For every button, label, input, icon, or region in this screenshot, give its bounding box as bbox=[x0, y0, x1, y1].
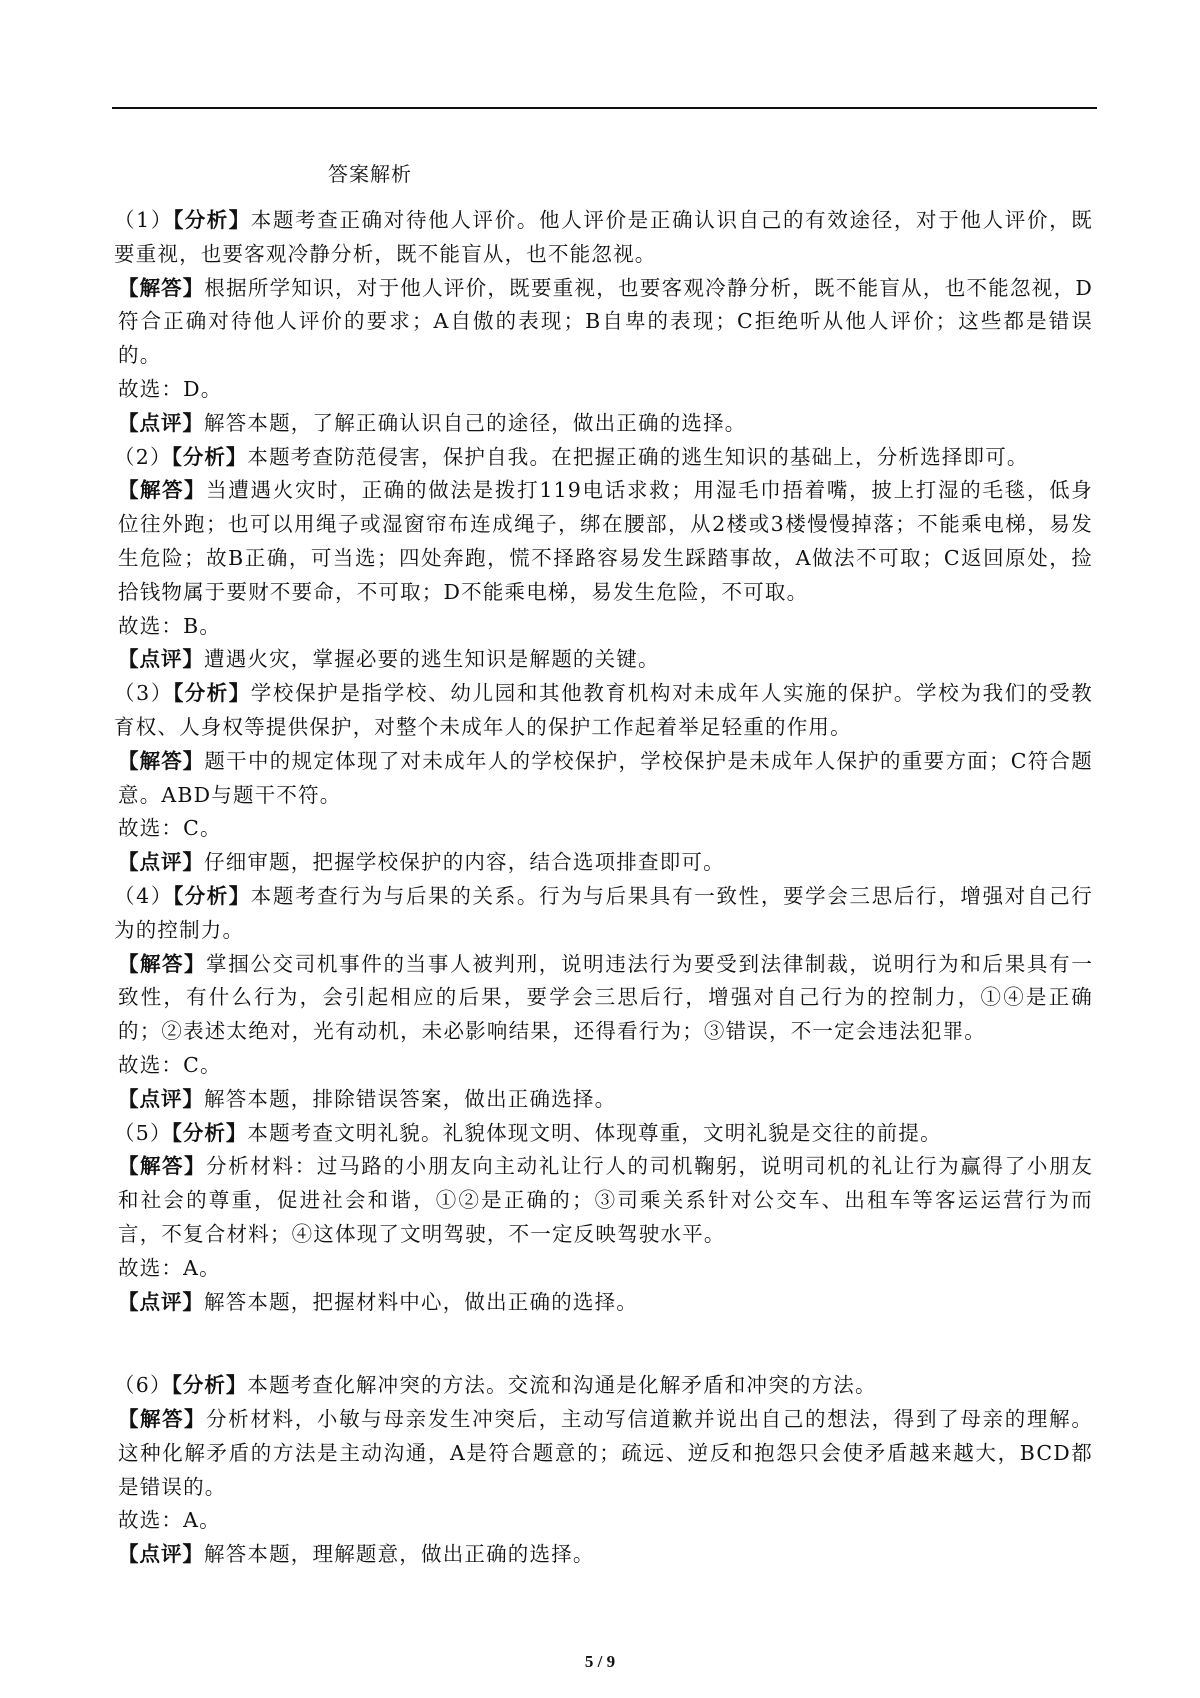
question-5-choice: 故选：A。 bbox=[118, 1255, 221, 1280]
page-title: 答案解析 bbox=[328, 162, 412, 186]
question-5-answer bbox=[118, 1150, 1093, 1251]
comment-label: 【点评】 bbox=[118, 410, 204, 435]
comment-text: 解答本题，把握材料中心，做出正确的选择。 bbox=[204, 1289, 638, 1314]
question-number: （3） bbox=[114, 681, 174, 706]
question-4-choice: 故选：C。 bbox=[118, 1052, 222, 1077]
page-number: 5 / 9 bbox=[584, 1652, 616, 1671]
answer-label: 【解答】 bbox=[118, 1407, 206, 1432]
answer-label: 【解答】 bbox=[118, 951, 206, 976]
analysis-label: 【分析】 bbox=[171, 1373, 248, 1398]
question-3-answer bbox=[118, 745, 1093, 813]
question-3-choice: 故选：C。 bbox=[118, 816, 222, 841]
question-number: （6） bbox=[114, 1373, 172, 1398]
answer-text: 分析材料：过马路的小朋友向主动礼让行人的司机鞠躬，说明司机的礼让行为赢得了小朋友和社会的尊重，促进社会和谐，①②是正确的；③司乘关系针对公交车、出租车等客运运营行为而言，不复合材料；④这体现了文明驾驶，不一定反映驾驶水平。 bbox=[118, 1154, 1094, 1246]
question-number: （2） bbox=[114, 444, 172, 469]
comment-label: 【点评】 bbox=[118, 1086, 204, 1111]
question-4-answer bbox=[118, 948, 1093, 1049]
question-2-comment bbox=[118, 643, 1093, 677]
analysis-label: 【分析】 bbox=[171, 444, 248, 469]
answer-label: 【解答】 bbox=[118, 1154, 206, 1179]
question-2-analysis bbox=[114, 441, 1093, 475]
question-number: （4） bbox=[114, 883, 174, 908]
question-6-analysis bbox=[114, 1369, 1093, 1403]
analysis-text: 本题考查化解冲突的方法。交流和沟通是化解矛盾和冲突的方法。 bbox=[247, 1373, 877, 1398]
question-1-answer bbox=[118, 272, 1093, 373]
answer-label: 【解答】 bbox=[118, 748, 205, 773]
comment-label: 【点评】 bbox=[118, 1542, 204, 1567]
question-2-choice: 故选：B。 bbox=[118, 613, 222, 638]
answer-text: 题干中的规定体现了对未成年人的学校保护，学校保护是未成年人保护的重要方面；C符合题意。ABD与题干不符。 bbox=[118, 748, 1094, 807]
analysis-text: 学校保护是指学校、幼儿园和其他教育机构对未成年人实施的保护。学校为我们的受教育权、人身权等提供保护，对整个未成年人的保护工作起着举足轻重的作用。 bbox=[114, 681, 1093, 739]
header-rule bbox=[112, 107, 1097, 109]
comment-text: 仔细审题，把握学校保护的内容，结合选项排查即可。 bbox=[204, 850, 725, 875]
answer-text: 分析材料，小敏与母亲发生冲突后，主动写信道歉并说出自己的想法，得到了母亲的理解。这种化解矛盾的方法是主动沟通，A是符合题意的；疏远、逆反和抱怨只会使矛盾越来越大，BCD都是错误的。 bbox=[118, 1407, 1094, 1499]
comment-label: 【点评】 bbox=[118, 850, 204, 875]
answer-text: 掌掴公交司机事件的当事人被判刑，说明违法行为要受到法律制裁，说明行为和后果具有一致性，有什么行为，会引起相应的后果，要学会三思后行，增强对自己行为的控制力，①④是正确的；②表述太绝对，光有动机，未必影响结果，还得看行为；③错误，不一定会违法犯罪。 bbox=[118, 951, 1094, 1044]
question-number: （1） bbox=[114, 208, 174, 232]
analysis-text: 本题考查文明礼貌。礼貌体现文明、体现尊重，文明礼貌是交往的前提。 bbox=[247, 1120, 942, 1145]
question-3-comment bbox=[118, 846, 1093, 880]
comment-text: 解答本题，理解题意，做出正确的选择。 bbox=[204, 1542, 595, 1567]
question-6-choice: 故选：A。 bbox=[118, 1508, 221, 1533]
comment-text: 解答本题，了解正确认识自己的途径，做出正确的选择。 bbox=[204, 410, 747, 435]
analysis-text: 本题考查正确对待他人评价。他人评价是正确认识自己的有效途径，对于他人评价，既要重视，也要客观冷静分析，既不能盲从，也不能忽视。 bbox=[114, 208, 1093, 266]
comment-label: 【点评】 bbox=[118, 647, 204, 672]
question-6-answer bbox=[118, 1403, 1093, 1504]
question-4-analysis bbox=[114, 880, 1093, 948]
question-1-choice: 故选：D。 bbox=[118, 376, 223, 401]
answer-text: 根据所学知识，对于他人评价，既要重视，也要客观冷静分析，既不能盲从，也不能忽视，D符合正确对待他人评价的要求；A自傲的表现；B自卑的表现；C拒绝听从他人评价；这些都是错误的。 bbox=[118, 275, 1093, 368]
analysis-label: 【分析】 bbox=[173, 208, 251, 232]
answer-label: 【解答】 bbox=[118, 478, 207, 503]
analysis-label: 【分析】 bbox=[171, 1120, 248, 1145]
question-1-analysis bbox=[114, 204, 1093, 272]
question-3-analysis bbox=[114, 677, 1093, 745]
question-4-comment bbox=[118, 1083, 1093, 1117]
comment-text: 解答本题，排除错误答案，做出正确选择。 bbox=[204, 1086, 617, 1111]
question-6-comment bbox=[118, 1538, 1093, 1572]
answer-label: 【解答】 bbox=[118, 275, 205, 300]
question-1-comment bbox=[118, 407, 1093, 441]
comment-label: 【点评】 bbox=[118, 1289, 204, 1314]
analysis-label: 【分析】 bbox=[173, 883, 251, 908]
comment-text: 遭遇火灾，掌握必要的逃生知识是解题的关键。 bbox=[204, 647, 660, 672]
question-5-analysis bbox=[114, 1117, 1093, 1151]
analysis-text: 本题考查防范侵害，保护自我。在把握正确的逃生知识的基础上，分析选择即可。 bbox=[247, 444, 1029, 469]
answer-text: 当遭遇火灾时，正确的做法是拨打119电话求救；用湿毛巾捂着嘴，披上打湿的毛毯，低身位往外跑；也可以用绳子或湿窗帘布连成绳子，绑在腰部，从2楼或3楼慢慢掉落；不能乘电梯，易发生危险；故B正确，可当选；四处奔跑，慌不择路容易发生踩踏事故，A做法不可取；C返回原处，捡拾钱物属于要财不要命，不可取；D不能乘电梯，易发生危险，不可取。 bbox=[118, 478, 1094, 604]
question-5-comment bbox=[118, 1286, 1093, 1320]
analysis-text: 本题考查行为与后果的关系。行为与后果具有一致性，要学会三思后行，增强对自己行为的控制力。 bbox=[114, 883, 1093, 942]
answer-content bbox=[114, 204, 1094, 1572]
question-2-answer bbox=[118, 474, 1093, 609]
analysis-label: 【分析】 bbox=[173, 681, 251, 706]
question-number: （5） bbox=[114, 1120, 172, 1145]
